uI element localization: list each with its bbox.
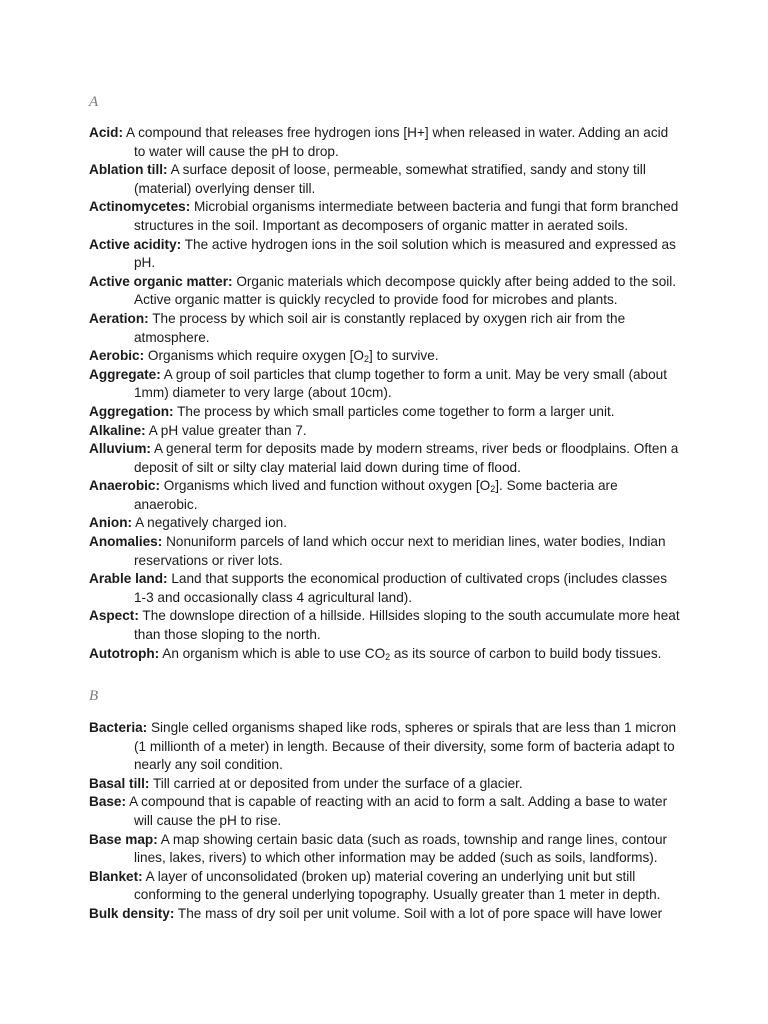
glossary-definition: The active hydrogen ions in the soil solution which is measured and expressed as pH. [134, 236, 676, 271]
glossary-definition: A compound that releases free hydrogen ions [H+] when released in water. Adding an acid to water will cause the pH to drop. [126, 125, 669, 159]
glossary-entry [89, 366, 681, 403]
glossary-definition: Organic materials which decompose quickly after being added to the soil. Active organic matter is quickly recycled to provide food for microbes and plants. [134, 273, 677, 308]
glossary-entry [89, 533, 681, 570]
glossary-definition: Till carried at or deposited from under the surface of a glacier. [152, 775, 523, 791]
glossary-entry [89, 440, 681, 477]
glossary-term: Acid: [89, 125, 123, 140]
glossary-term: Aerobic: [89, 348, 145, 364]
glossary-term: Aspect: [89, 608, 139, 624]
glossary-definition: A general term for deposits made by modern streams, river beds or floodplains. Often a deposit of silt or silty clay material laid down during time of flood. [134, 441, 679, 475]
glossary-definition: The process by which soil air is constantly replaced by oxygen rich air from the atmosphere. [134, 310, 626, 345]
subscript: 2 [364, 354, 370, 365]
glossary-entry [89, 514, 681, 533]
section-heading-b: B [89, 688, 99, 704]
glossary-definition: Nonuniform parcels of land which occur next to meridian lines, water bodies, Indian reservations or river lots. [134, 534, 666, 568]
glossary-entry [89, 161, 681, 198]
glossary-definition-cont: ] to survive. [369, 348, 439, 364]
glossary-entry [89, 403, 681, 422]
glossary-term: Alluvium: [89, 441, 151, 457]
subscript: 2 [490, 484, 496, 495]
glossary-definition: Microbial organisms intermediate between bacteria and fungi that form branched structures in the soil. Important as decomposers of organic matter in aerated soils. [134, 199, 679, 233]
glossary-term: Aeration: [89, 310, 149, 326]
glossary-term: Arable land: [89, 571, 168, 587]
glossary-entry [89, 831, 681, 868]
glossary-entry [89, 905, 681, 924]
glossary-term: Actinomycetes: [89, 199, 191, 215]
section-heading-a: A [89, 94, 99, 110]
glossary-entry [89, 273, 681, 310]
glossary-definition: A layer of unconsolidated (broken up) material covering an underlying unit but still conforming to the general underlying topography. Usually greater than 1 meter in depth. [134, 868, 661, 903]
glossary-definition: Single celled organisms shaped like rods, spheres or spirals that are less than 1 micron (1 millionth of a meter) in length. Because of their diversity, some form of bacteria adapt to nearly any soil condition. [134, 720, 677, 773]
section-a-entries [89, 124, 681, 663]
subscript: 2 [385, 651, 391, 662]
glossary-term: Basal till: [89, 775, 150, 791]
section-b-entries [89, 719, 681, 924]
glossary-definition: Land that supports the economical production of cultivated crops (includes classes 1-3 and occasionally class 4 agricultural land). [134, 571, 668, 605]
glossary-term: Anion: [89, 515, 133, 531]
glossary-entry [89, 198, 681, 235]
glossary-entry [89, 719, 681, 775]
glossary-term: Blanket: [89, 868, 143, 884]
glossary-term: Bacteria: [89, 720, 148, 735]
glossary-entry [89, 422, 681, 441]
glossary-term: Active organic matter: [89, 273, 233, 289]
glossary-term: Autotroph: [89, 645, 160, 661]
glossary-term: Anomalies: [89, 534, 163, 550]
glossary-definition: A negatively charged ion. [135, 515, 287, 531]
glossary-entry [89, 570, 681, 607]
glossary-entry [89, 607, 681, 644]
glossary-term: Aggregate: [89, 366, 161, 382]
glossary-entry [89, 236, 681, 273]
glossary-definition: A compound that is capable of reacting with an acid to form a salt. Adding a base to water will cause the pH to rise. [129, 794, 668, 828]
glossary-term: Active acidity: [89, 236, 182, 252]
glossary-entry [89, 477, 681, 514]
glossary-term: Bulk density: [89, 905, 175, 921]
glossary-definition: A group of soil particles that clump together to form a unit. May be very small (about 1mm) diameter to very large (about 10cm). [134, 366, 668, 401]
glossary-entry [89, 645, 681, 664]
glossary-definition: The downslope direction of a hillside. Hillsides sloping to the south accumulate more heat than those sloping to the north. [134, 608, 680, 643]
glossary-definition: The process by which small particles come together to form a larger unit. [177, 403, 615, 419]
glossary-entry [89, 868, 681, 905]
glossary-definition-cont: as its source of carbon to build body tissues. [390, 645, 662, 661]
glossary-definition: A surface deposit of loose, permeable, somewhat stratified, sandy and stony till (material) overlying denser till. [134, 162, 646, 196]
glossary-entry [89, 347, 681, 366]
glossary-definition-cont: ]. Some bacteria are anaerobic. [134, 478, 618, 512]
glossary-definition: A map showing certain basic data (such as roads, township and range lines, contour lines, lakes, rivers) to which other information may be added (such as soils, landforms). [134, 831, 668, 866]
glossary-definition: Organisms which require oxygen [O [147, 348, 365, 364]
glossary-term: Base map: [89, 831, 158, 847]
glossary-definition: An organism which is able to use CO [162, 645, 386, 661]
glossary-definition: The mass of dry soil per unit volume. Soil with a lot of pore space will have lower [177, 905, 663, 921]
glossary-term: Anaerobic: [89, 478, 161, 494]
glossary-entry [89, 124, 681, 161]
glossary-entry [89, 775, 681, 794]
glossary-definition: A pH value greater than 7. [148, 422, 307, 438]
glossary-term: Aggregation: [89, 403, 174, 419]
glossary-definition: Organisms which lived and function without oxygen [O [163, 478, 491, 494]
glossary-term: Ablation till: [89, 162, 168, 178]
glossary-entry [89, 310, 681, 347]
glossary-entry [89, 793, 681, 830]
glossary-term: Alkaline: [89, 422, 146, 438]
glossary-term: Base: [89, 794, 127, 810]
